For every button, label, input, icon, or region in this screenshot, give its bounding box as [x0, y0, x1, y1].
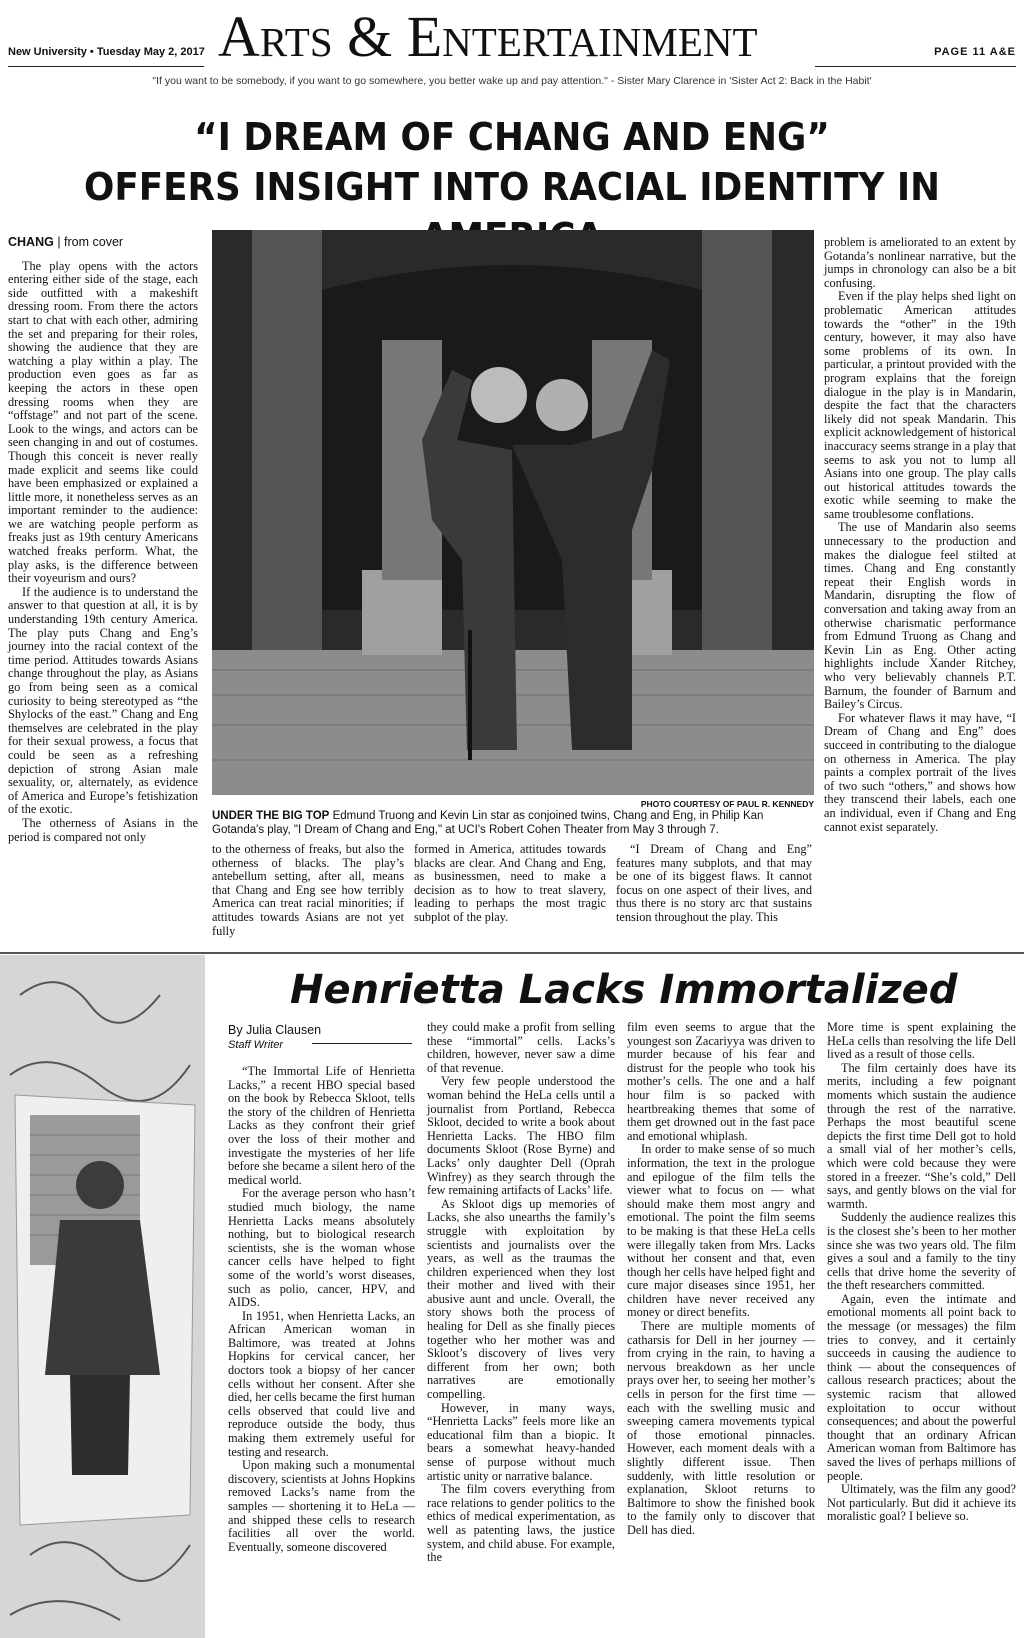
- article-column-2: to the otherness of freaks, but also the otherness of blacks. The play’s antebellum setting, after all, means that Chang and Eng see how terribly America can treat racial minorities; if attitudes towards Asians are not yet fully: [212, 842, 404, 938]
- henrietta-column-1: “The Immortal Life of Henrietta Lacks,” a recent HBO special based on the book by Rebecca Skloot, tells the story of the children of Henrietta Lacks as they confront their grief over the loss of their mother and investigate the mysteries of her life before she became a silent hero of the medical world. For the average person who hasn’t studied much biology, the name Henrietta Lacks means absolutely nothing, but to biological research scientists, she is the woman whose cancer cells have helped to fight some of the world’s worst diseases, such as polio, cancer, HPV, and AIDS. In 1951, when Henrietta Lacks, an African American woman in Baltimore, was treated at Johns Hopkins for cervical cancer, her doctors took a biopsy of her cancer cells without her consent. After she died, her cells became the first human cells observed that could live and reproduce outside the body, thus making them extremely useful for testing and research. Upon making such a monumental discovery, scientists at Johns Hopkins removed Lacks’s name from the samples — shortening it to HeLa — and shipped these cells to research facilities all over the world. Eventually, someone discovered: [228, 1064, 415, 1554]
- byline: By Julia Clausen: [228, 1023, 322, 1037]
- jump-tag: CHANG | from cover: [8, 235, 124, 249]
- section-title: Arts & Entertainment: [218, 4, 758, 69]
- article-column-3: formed in America, attitudes towards blacks are clear. And Chang and Eng, as businessmen, need to make a decision as to how to treat slavery, leading to perhaps the most tragic subplot of the play.: [414, 842, 606, 924]
- issue-date: New University • Tuesday May 2, 2017: [8, 46, 205, 58]
- henrietta-column-3: film even seems to argue that the youngest son Zacariyya was driven to murder because of his fear and distrust for the people who took his mother’s cells. The one and a half hour film is so packed with heartbreaking themes that some of them get drowned out in the fast pace and emotional whiplash. In order to make sense of so much information, the text in the prologue and epilogue of the film tells the viewer what to focus on — what should make them most angry and emotional. The point the film seems to be making is that these HeLa cells were illegally taken from Mrs. Lacks without her consent and that, even though her cells have helped fight and cure major diseases since 1951, her children have never received any money or direct benefits. There are multiple moments of catharsis for Dell in her journey — from crying in the rain, to having a nervous breakdown as her uncle prays over her, to seeing her mother’s cells in person for the first time — each with the swelling music and sweeping camera movements typical of those emotional pinnacles. However, each moment deals with a slightly different issue. Then suddenly, with little resolution or explanation, Skloot returns to Baltimore to show the finished book to the family only to discover that Dell has died.: [627, 1020, 815, 1537]
- masthead: [0, 0, 1024, 100]
- page-number: PAGE 11 A&E: [934, 46, 1016, 58]
- headline-henrietta: Henrietta Lacks Immortalized: [290, 967, 958, 1013]
- section-divider: [0, 952, 1024, 954]
- henrietta-lacks-photo: [0, 955, 205, 1638]
- headline-chang-eng: “I DREAM OF CHANG AND ENG” OFFERS INSIGHT INTO RACIAL IDENTITY IN: [83, 115, 941, 209]
- henrietta-column-2: they could make a profit from selling these “immortal” cells. Lacks’s children, however, never saw a dime of that revenue. Very few people understood the woman behind the HeLa cells until a journalist from Portland, Rebecca Skloot, decided to write a book about Henrietta Lacks. The HBO film documents Skloot (Rose Byrne) and Lacks’ only daughter Dell (Oprah Winfrey) as they search through the few remaining artifacts of Lacks’ life. As Skloot digs up memories of Lacks, she also unearths the family’s struggle with exploitation by scientists and journalists over the years, as well as the traumas the children experienced when they lost their mother and lived with their abusive aunt and uncle. Overall, the story shows both the process of healing for Dell as she finally pieces together who her mother was and Skloot’s discovery of lives very different from her own; both narratives are emotionally compelling. However, in many ways, “Henrietta Lacks” feels more like an educational film than a biopic. It bears a somewhat heavy-handed sense of purpose without much artistic unity or narrative balance. The film covers everything from race relations to gender politics to the ethics of medical experimentation, as well as patenting laws, the justice system, and child abuse. For example, the: [427, 1020, 615, 1565]
- article-column-1: CHANG | from cover The play opens with the actors entering either side of the stage, each side outfitted with a makeshift dressing room. From there the actors start to chat with each other, admiring the set and preparing for their roles, showing the audience that they are watching a play within a play. The production even goes as far as keeping the actors in these open dressing rooms when they are “offstage” and not part of the scene. Look to the wings, and actors can be seen changing in and out of costumes. Though this conceit is never really made explicit and seems like could have been emphasized or explained a little more, it nonetheless serves as an important reminder to the audience: we are watching people perform as freaks just as 19th century Americans watched freaks perform. What, the play asks, is the difference between their voyeurism and ours? If the audience is to understand the answer to that question at all, it is by understanding 19th century America. The play puts Chang and Eng’s journey into the racial context of the time period. Attitudes towards Asians change throughout the play, as Asians go from being seen as a comical curiosity to being stereotyped as “the Shylocks of the east.” Chang and Eng themselves are celebrated in the play for their sexual prowess, a focus that could be seen as a refreshing depiction of strong Asian male sexuality, or, alternately, as evidence of America and Europe’s fetishization of the exotic. The otherness of Asians in the period is compared not only: [8, 235, 198, 844]
- caption-text: Edmund Truong and Kevin Lin star as conjoined twins, Chang and Eng, in Philip Kan Gotanda's play, "I Dream of Chang and Eng," at UCI's Robert Cohen Theater from May 3 through 7.: [212, 810, 764, 836]
- masthead-quote: "If you want to be somebody, if you want to go somewhere, you better wake up and pay attention." - Sister Mary Clarence in 'Sister Act 2: Back in the Habit': [152, 75, 872, 87]
- article-column-5: problem is ameliorated to an extent by Gotanda’s nonlinear narrative, but the jumps in chronology can also be a bit confusing. Even if the play helps shed light on problematic American attitudes towards the “other” in the 19th century, however, it may also have some problems of its own. In particular, a printout provided with the program explains that the foreign dialogue in the play is in Mandarin, despite the fact that the characters likely did not speak Mandarin. This explicit acknowledgement of historical inaccuracy seems strange in a play that seems to ask you not to lump all Asians into one group. The play calls out historical attitudes towards the exotic while seeming to make the same troublesome conflations. The use of Mandarin also seems unnecessary to the production and makes the dialogue feel stilted at times. Chang and Eng constantly repeat their English words in Mandarin, disrupting the flow of conversation and taking away from an otherwise charismatic performance from Edmund Truong as Chang and Kevin Lin as Eng. Other acting highlights include Xander Ritchey, who very believably channels P.T. Barnum, the founder of Barnum and Bailey’s Circus. For whatever flaws it may have, “I Dream of Chang and Eng” does succeed in contributing to the dialogue on otherness in America. The play paints a complex portrait of the lives of two such “others,” and shows how they transcend their labels, each one an individual, even if Chang and Eng cannot exist separately.: [824, 235, 1016, 834]
- photo-caption: [212, 810, 816, 837]
- caption-lead: UNDER THE BIG TOP: [212, 810, 330, 822]
- masthead-rule: [8, 66, 204, 67]
- byline-rule: [312, 1043, 412, 1044]
- henrietta-column-4: More time is spent explaining the HeLa cells than resolving the life Dell lived as a result of those cells. The film certainly does have its merits, including a few poignant moments which sustain the audience through the rest of the narrative. Perhaps the most beautiful scene depicts the first time Dell got to hold a small vial of her mother’s cells, which were cold because they were stored in a freezer. “She’s cold,” Dell says, and gently blows on the vial for warmth. Suddenly the audience realizes this is the closest she’s been to her mother since she was two years old. The film gives a soul and a family to the tiny cells that drive home the severity of the theft researchers committed. Again, even the intimate and emotional moments all point back to the message (or messages) the film tries to convey, and it certainly succeeds in causing the audience to think — about the consequences of callous research practices; about the systemic racism that allowed exploitation to occur without consequences; and about the powerful thought that an ordinary African American woman from Baltimore has saved the lives of perhaps millions of people. Ultimately, was the film any good? Not particularly. But did it achieve its moralistic goal? I believe so.: [827, 1020, 1016, 1524]
- masthead-rule: [815, 66, 1016, 67]
- stage-photo: [212, 230, 814, 795]
- photo-credit: PHOTO COURTESY OF PAUL R. KENNEDY: [640, 799, 814, 809]
- article-column-4: “I Dream of Chang and Eng” features many subplots, and that may be one of its biggest flaws. It cannot focus on one aspect of their lives, and thus there is no story arc that sustains tension throughout the play. This: [616, 842, 812, 924]
- byline-role: Staff Writer: [228, 1039, 284, 1051]
